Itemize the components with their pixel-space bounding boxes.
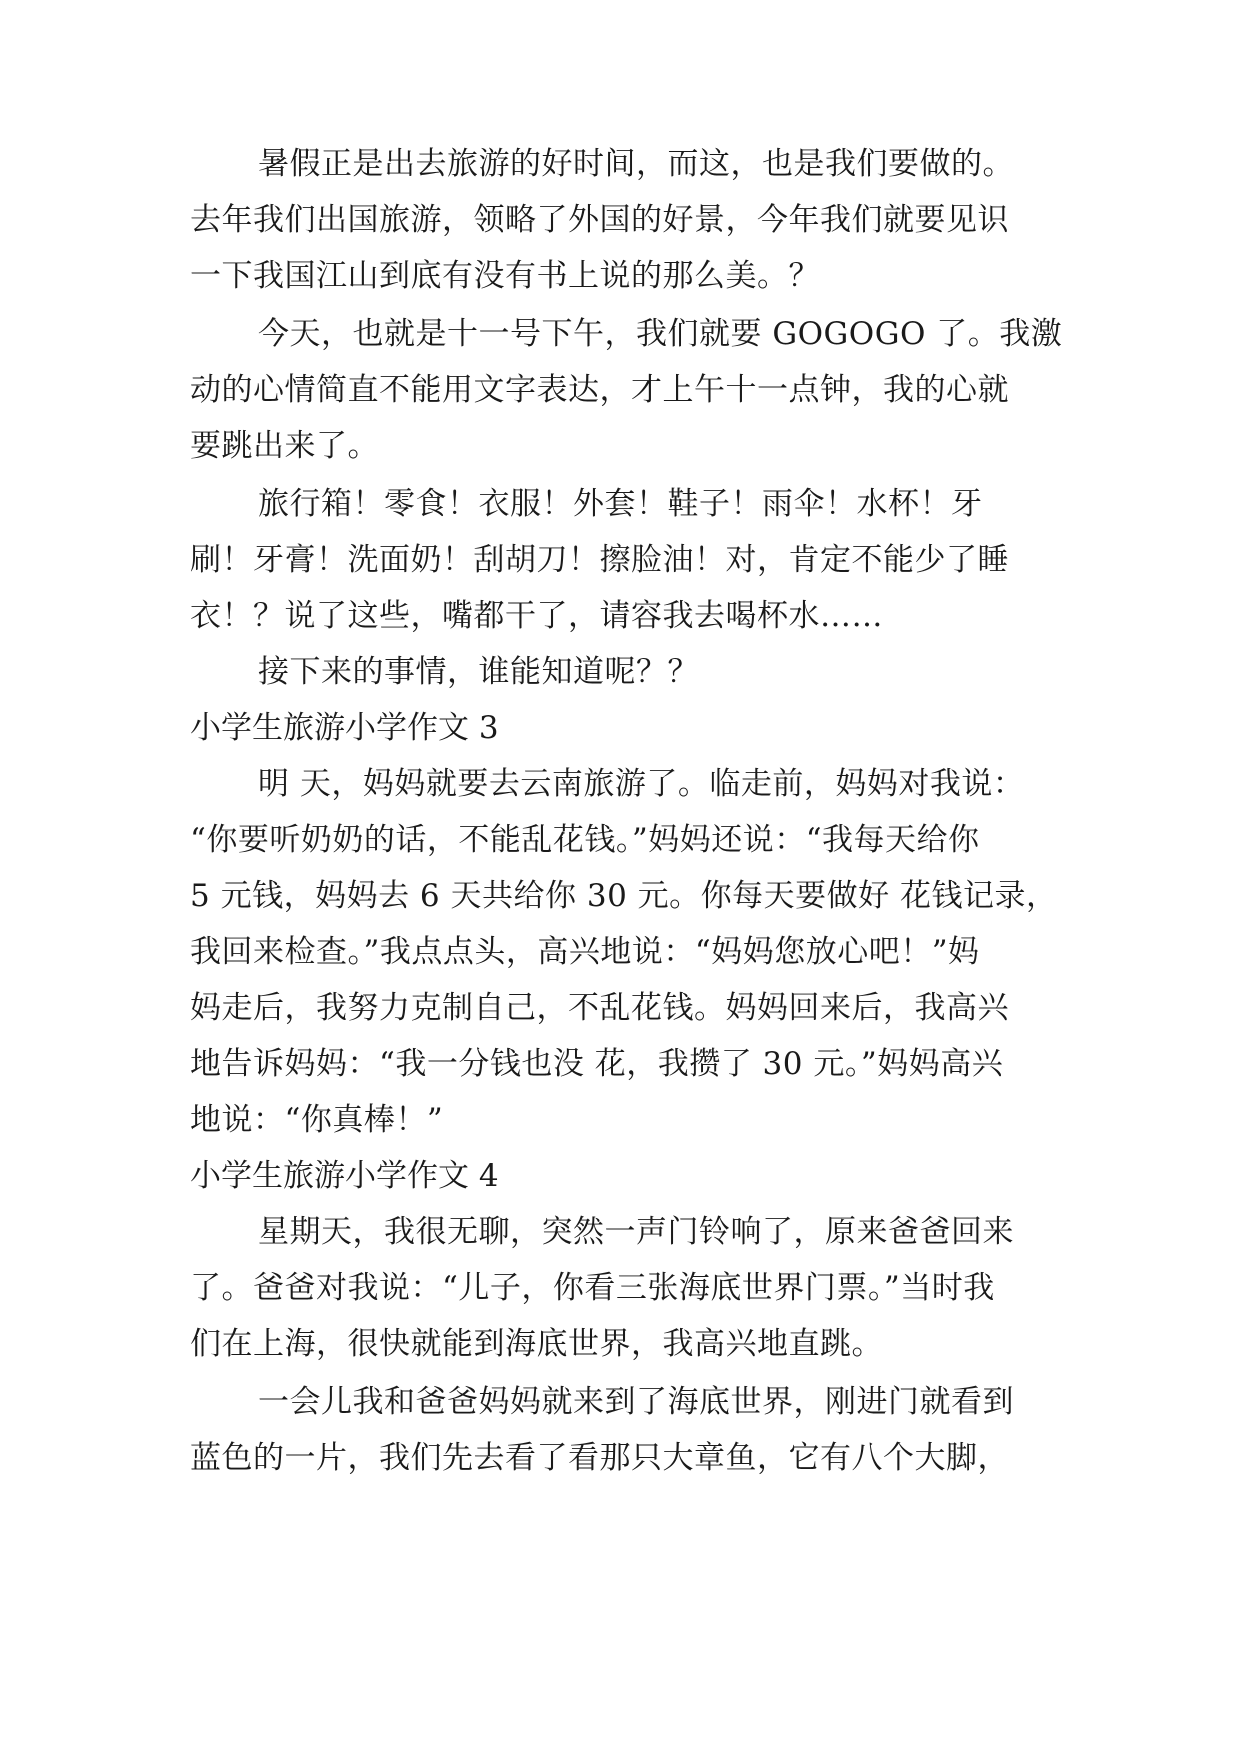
paragraph-line: 地告诉妈妈：“我一分钱也没 花，我攒了 30 元。”妈妈高兴: [190, 1046, 1004, 1082]
paragraph-line: 了。爸爸对我说：“儿子，你看三张海底世界门票。”当时我: [190, 1270, 995, 1306]
section-heading: 小学生旅游小学作文 3: [190, 710, 499, 746]
paragraph-line: 蓝色的一片，我们先去看了看那只大章鱼，它有八个大脚，: [190, 1440, 1009, 1476]
paragraph-line: 旅行箱！零食！衣服！外套！鞋子！雨伞！水杯！牙: [258, 486, 983, 522]
paragraph-line: 去年我们出国旅游，领略了外国的好景，今年我们就要见识: [190, 202, 1009, 238]
paragraph-line: 5 元钱，妈妈去 6 天共给你 30 元。你每天要做好 花钱记录，: [190, 878, 1058, 914]
paragraph-line: “你要听奶奶的话，不能乱花钱。”妈妈还说：“我每天给你: [190, 822, 980, 858]
paragraph-line: 接下来的事情，谁能知道呢？？: [258, 654, 699, 690]
paragraph-line: 妈走后，我努力克制自己，不乱花钱。妈妈回来后，我高兴: [190, 990, 1009, 1026]
paragraph-line: 动的心情简直不能用文字表达，才上午十一点钟，我的心就: [190, 372, 1009, 408]
paragraph-line: 一会儿我和爸爸妈妈就来到了海底世界，刚进门就看到: [258, 1384, 1014, 1420]
paragraph-line: 暑假正是出去旅游的好时间，而这，也是我们要做的。: [258, 146, 1014, 182]
paragraph-line: 们在上海，很快就能到海底世界，我高兴地直跳。: [190, 1326, 883, 1362]
paragraph-line: 衣！？说了这些，嘴都干了，请容我去喝杯水……: [190, 598, 883, 634]
paragraph-line: 我回来检查。”我点点头，高兴地说：“妈妈您放心吧！”妈: [190, 934, 980, 970]
paragraph-line: 地说：“你真棒！”: [190, 1102, 444, 1138]
paragraph-line: 今天，也就是十一号下午，我们就要 GOGOGO 了。我激: [258, 316, 1063, 352]
paragraph-line: 刷！牙膏！洗面奶！刮胡刀！擦脸油！对，肯定不能少了睡: [190, 542, 1009, 578]
paragraph-line: 明 天，妈妈就要去云南旅游了。临走前，妈妈对我说：: [258, 766, 1025, 802]
section-heading: 小学生旅游小学作文 4: [190, 1158, 499, 1194]
paragraph-line: 要跳出来了。: [190, 428, 379, 464]
paragraph-line: 一下我国江山到底有没有书上说的那么美。？: [190, 258, 820, 294]
paragraph-line: 星期天，我很无聊，突然一声门铃响了，原来爸爸回来: [258, 1214, 1014, 1250]
